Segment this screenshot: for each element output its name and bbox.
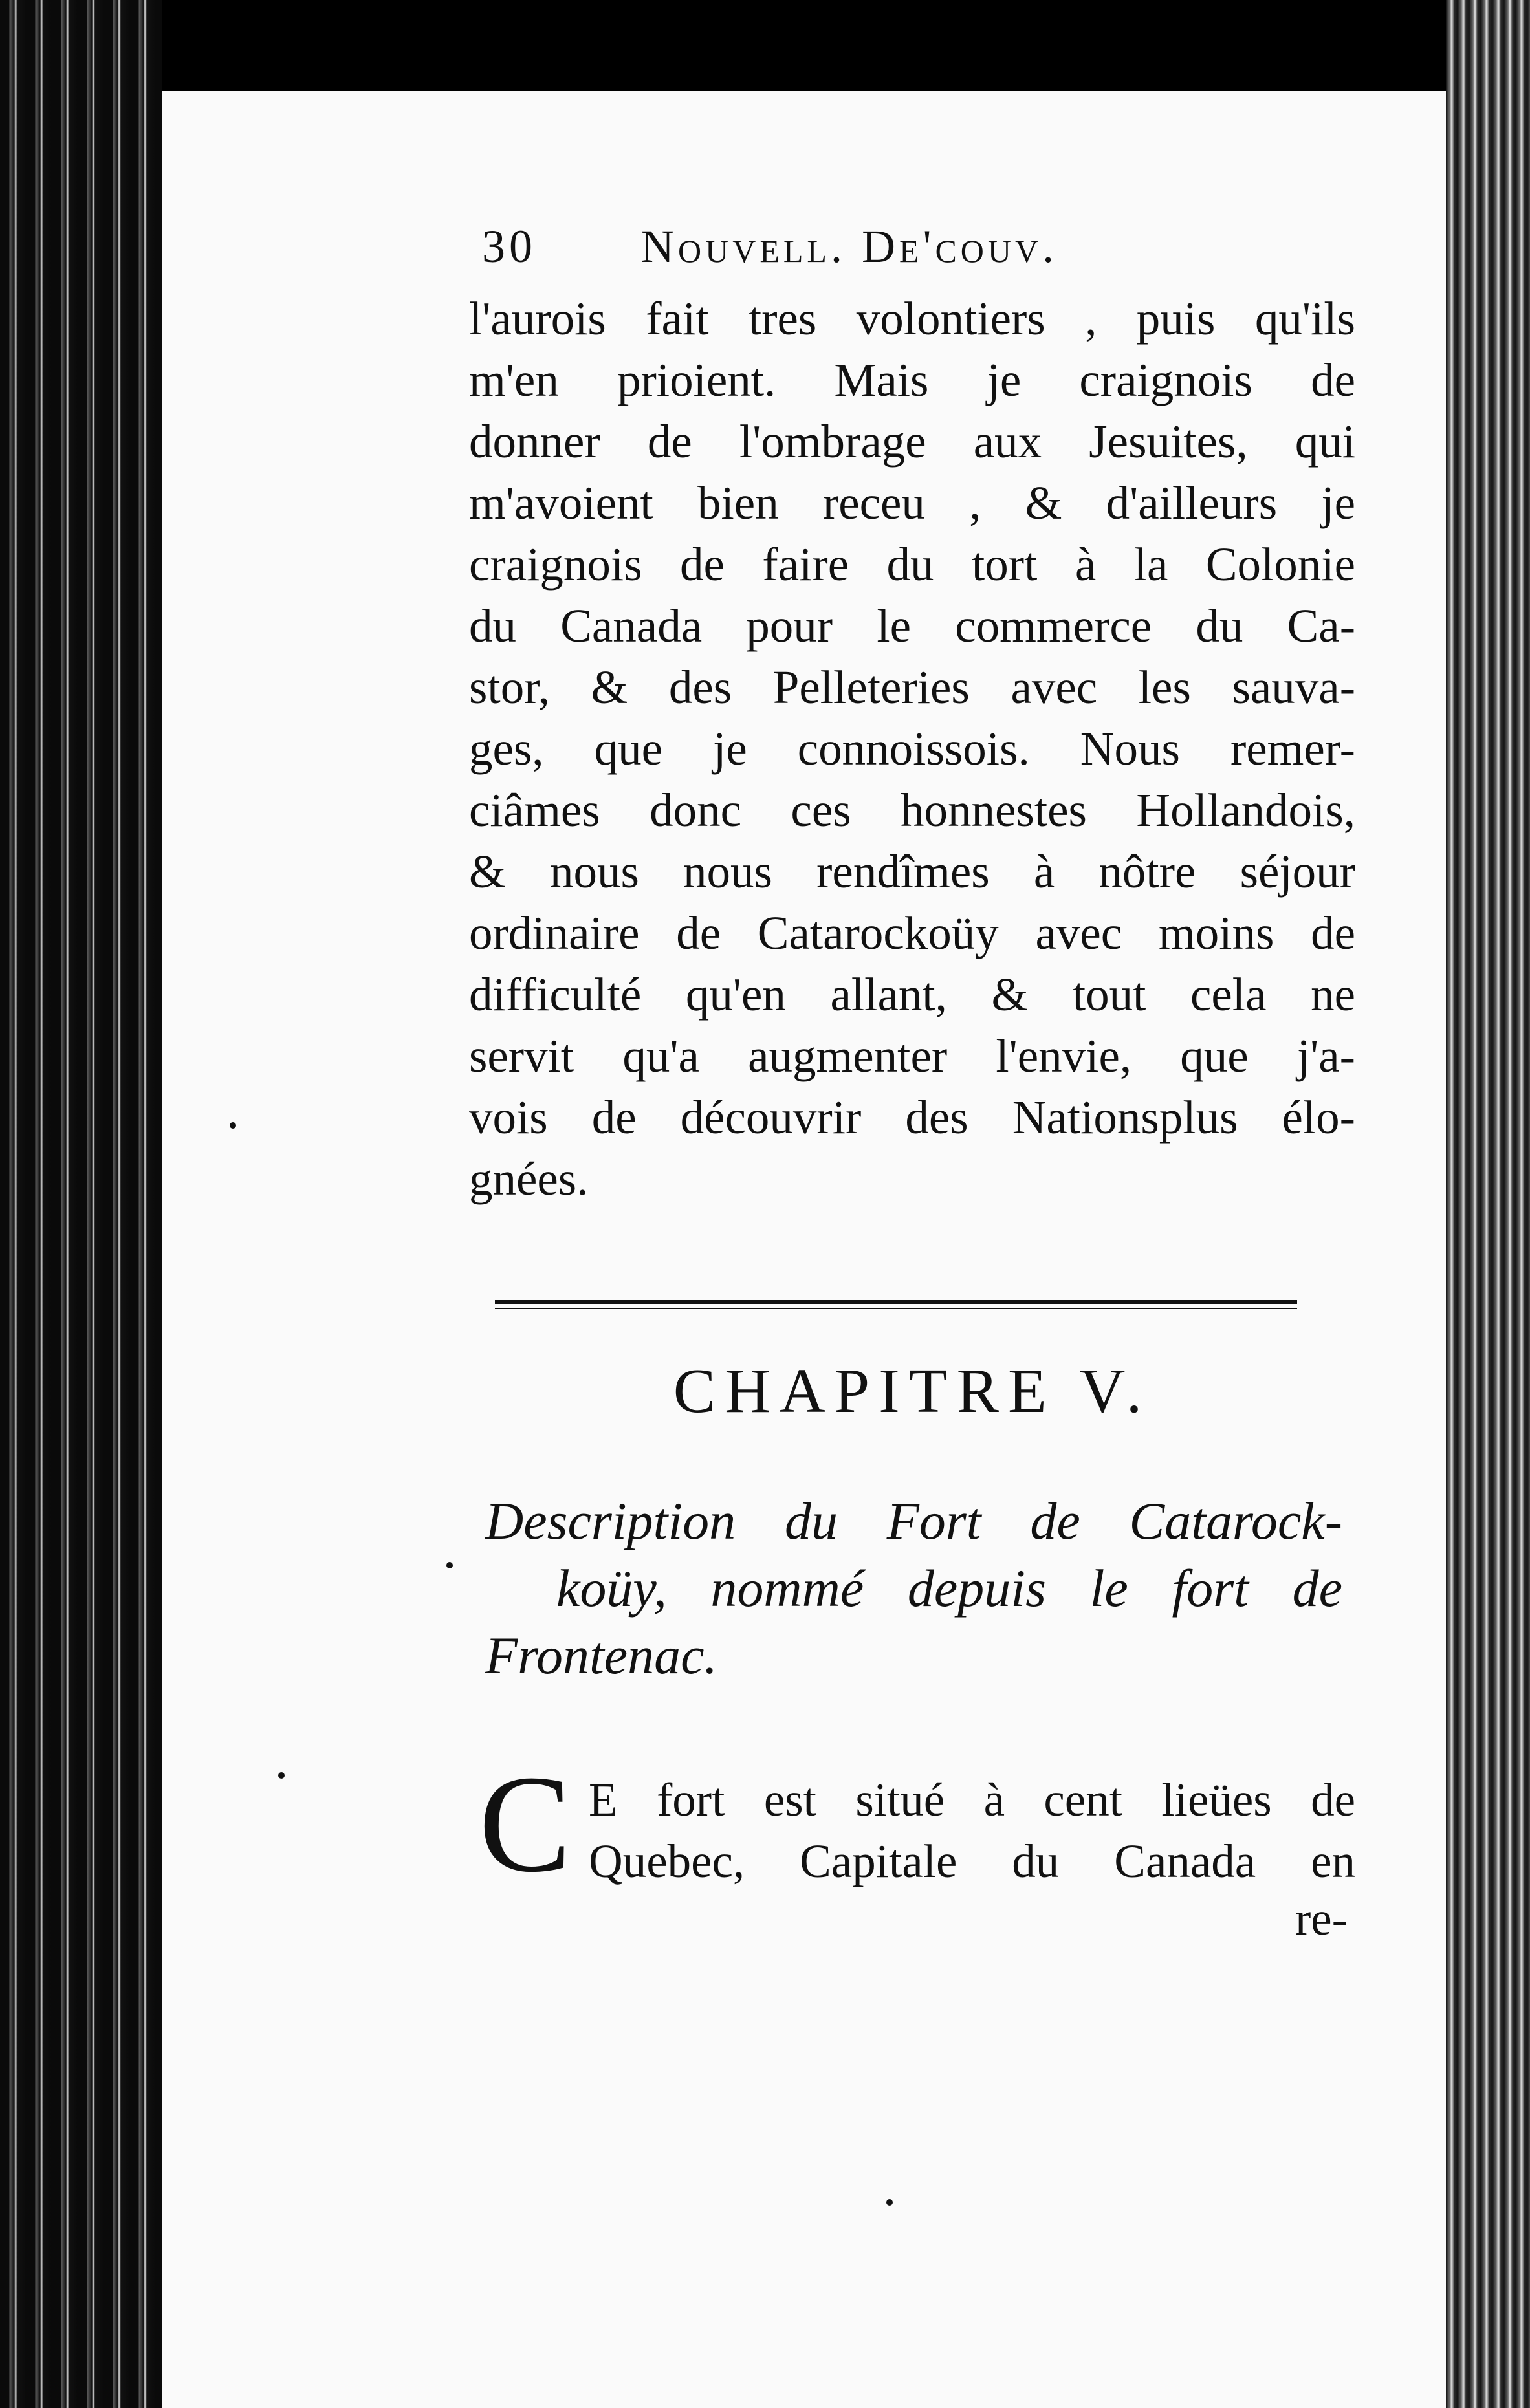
subtitle-line: Description du Fort de Catarock- — [485, 1491, 1342, 1550]
text-line: ciâmes donc ces honnestes Hollandois, — [469, 784, 1355, 836]
text-line: donner de l'ombrage aux Jesuites, qui — [469, 415, 1355, 468]
chapter-subtitle — [485, 1488, 1355, 1689]
ink-speck — [446, 1562, 453, 1568]
ink-speck — [886, 2199, 893, 2206]
ink-speck — [230, 1122, 236, 1129]
drop-cap: C — [479, 1746, 572, 1901]
book-page-edges-right — [1446, 0, 1530, 2408]
text-line: craignois de faire du tort à la Colonie — [469, 538, 1355, 591]
ink-speck — [278, 1772, 285, 1779]
body-text — [469, 288, 1355, 1209]
text-line: gnées. — [469, 1153, 589, 1205]
text-line: difficulté qu'en allant, & tout cela ne — [469, 968, 1355, 1021]
text-line: Quebec, Capitale du Canada en — [589, 1835, 1355, 1887]
text-line: & nous nous rendîmes à nôtre séjour — [469, 845, 1355, 898]
text-line: m'en prioient. Mais je craignois de — [469, 354, 1355, 406]
catchword: re- — [1295, 1893, 1348, 1945]
page-header — [482, 220, 1284, 278]
chapter-title: CHAPITRE V. — [673, 1356, 1152, 1426]
text-line: l'aurois fait tres volontiers , puis qu'ils — [469, 292, 1355, 345]
text-line: ges, que je connoissois. Nous remer- — [469, 722, 1355, 775]
text-line: vois de découvrir des Nationsplus élo- — [469, 1091, 1355, 1144]
subtitle-line: Frontenac. — [485, 1626, 718, 1685]
text-line: E fort est situé à cent lieües de — [589, 1773, 1355, 1826]
book-binding-left-edge — [0, 0, 162, 2408]
text-line: stor, & des Pelleteries avec les sauva- — [469, 661, 1355, 713]
text-line: du Canada pour le commerce du Ca- — [469, 600, 1355, 652]
subtitle-line: koüy, nommé depuis le fort de — [556, 1559, 1342, 1618]
chapter-divider-rule — [495, 1300, 1297, 1309]
text-line: servit qu'a augmenter l'envie, que j'a- — [469, 1030, 1355, 1082]
text-line: m'avoient bien receu , & d'ailleurs je — [469, 477, 1355, 529]
running-title: Nouvell. De'couv. — [640, 221, 1058, 272]
text-line: ordinaire de Catarockoüy avec moins de — [469, 907, 1355, 959]
page-number: 30 — [482, 221, 536, 272]
chapter-opening-text — [589, 1769, 1355, 1892]
